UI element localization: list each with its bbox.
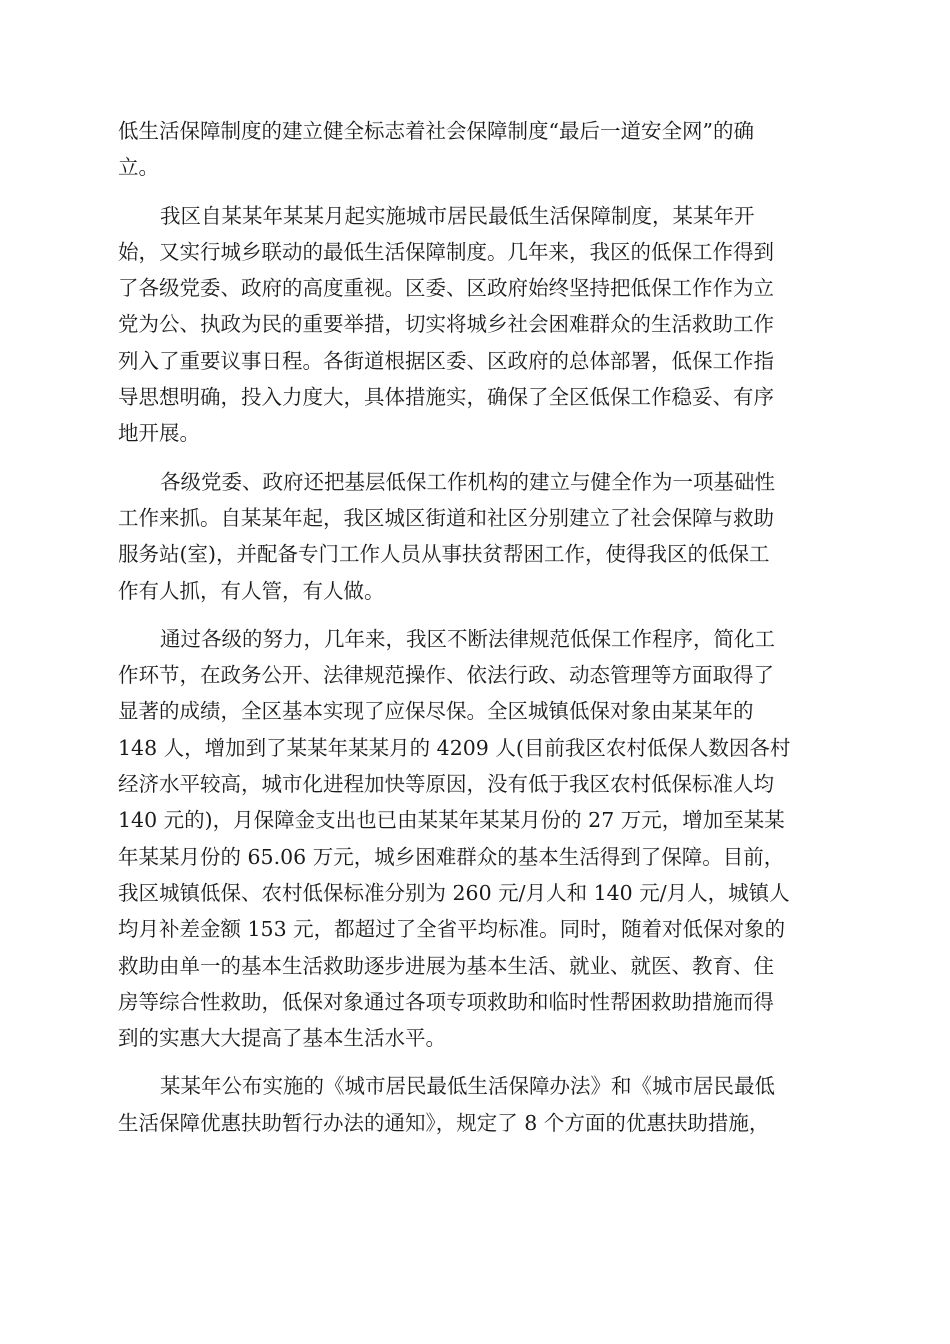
text-line: 年某某月份的 65.06 万元，城乡困难群众的基本生活得到了保障。目前，	[118, 844, 785, 869]
text-line: 救助由单一的基本生活救助逐步进展为基本生活、就业、就医、教育、住	[118, 953, 774, 978]
text-line: 148 人，增加到了某某年某某月的 4209 人(目前我区农村低保人数因各村	[118, 735, 791, 760]
text-line: 党为公、执政为民的重要举措，切实将城乡社会困难群众的生活救助工作	[118, 312, 774, 337]
text-line: 均月补差金额 153 元，都超过了全省平均标准。同时，随着对低保对象的	[118, 917, 786, 942]
text-line: 生活保障优惠扶助暂行办法的通知》，规定了 8 个方面的优惠扶助措施，	[118, 1110, 770, 1135]
paragraph	[118, 621, 832, 1057]
text-line: 140 元的)，月保障金支出也已由某某年某某月份的 27 万元，增加至某某	[118, 808, 785, 833]
text-line: 我区自某某年某某月起实施城市居民最低生活保障制度，某某年开	[160, 203, 755, 228]
text-line: 各级党委、政府还把基层低保工作机构的建立与健全作为一项基础性	[160, 469, 775, 494]
text-line: 作有人抓，有人管，有人做。	[118, 578, 385, 603]
text-line: 导思想明确，投入力度大，具体措施实，确保了全区低保工作稳妥、有序	[118, 385, 774, 410]
text-line: 始，又实行城乡联动的最低生活保障制度。几年来，我区的低保工作得到	[118, 239, 774, 264]
paragraph	[118, 198, 832, 452]
paragraph	[118, 464, 832, 609]
text-line: 经济水平较高，城市化进程加快等原因，没有低于我区农村低保标准人均	[118, 772, 774, 797]
text-line: 低生活保障制度的建立健全标志着社会保障制度“最后一道安全网”的确	[118, 119, 754, 143]
document-body	[118, 113, 832, 1153]
text-line: 作环节，在政务公开、法律规范操作、依法行政、动态管理等方面取得了	[118, 663, 774, 688]
text-line: 工作来抓。自某某年起，我区城区街道和社区分别建立了社会保障与救助	[118, 505, 774, 530]
text-line: 通过各级的努力，几年来，我区不断法律规范低保工作程序，简化工	[160, 626, 775, 651]
text-line: 到的实惠大大提高了基本生活水平。	[118, 1026, 446, 1051]
text-line: 某某年公布实施的《城市居民最低生活保障办法》和《城市居民最低	[160, 1074, 775, 1099]
paragraph	[118, 1068, 832, 1141]
paragraph	[118, 113, 832, 186]
text-line: 地开展。	[118, 421, 200, 446]
text-line: 显著的成绩，全区基本实现了应保尽保。全区城镇低保对象由某某年的	[118, 699, 754, 724]
text-line: 列入了重要议事日程。各街道根据区委、区政府的总体部署，低保工作指	[118, 348, 774, 373]
text-line: 房等综合性救助，低保对象通过各项专项救助和临时性帮困救助措施而得	[118, 989, 774, 1014]
text-line: 了各级党委、政府的高度重视。区委、区政府始终坚持把低保工作作为立	[118, 276, 774, 301]
text-line: 立。	[118, 155, 159, 180]
text-line: 我区城镇低保、农村低保标准分别为 260 元/月人和 140 元/月人，城镇人	[118, 880, 790, 905]
text-line: 服务站(室)，并配备专门工作人员从事扶贫帮困工作，使得我区的低保工	[118, 542, 770, 567]
